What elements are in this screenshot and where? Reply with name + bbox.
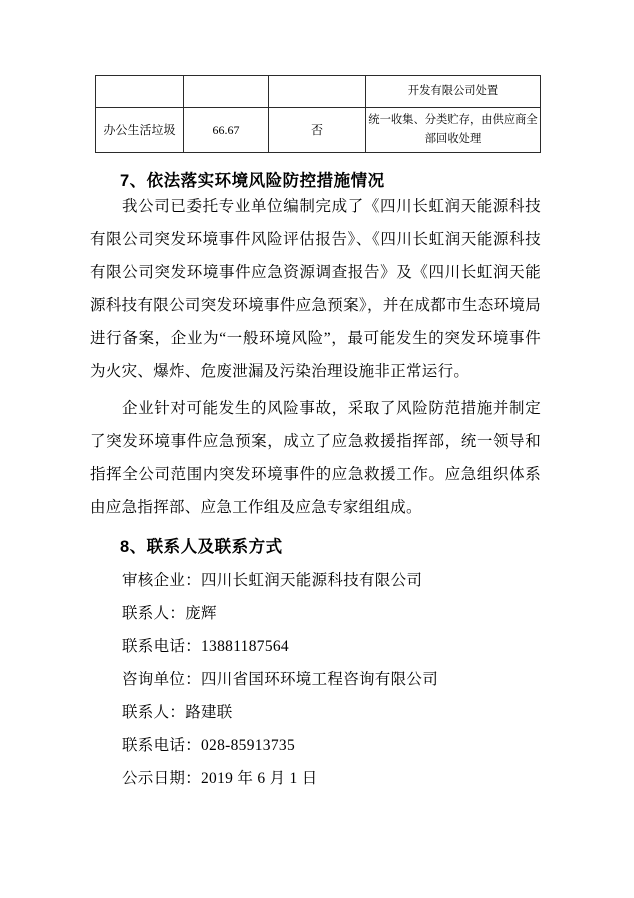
table-cell bbox=[269, 76, 366, 108]
table-cell: 统一收集、分类贮存，由供应商全部回收处理 bbox=[366, 108, 541, 153]
contact-line-contact-person-2: 联系人：路建联 bbox=[122, 704, 233, 721]
table-cell: 66.67 bbox=[184, 108, 269, 153]
contact-line-publish-date: 公示日期：2019 年 6 月 1 日 bbox=[122, 770, 318, 787]
table-row bbox=[96, 108, 541, 153]
table-cell bbox=[96, 76, 184, 108]
waste-disposal-table bbox=[95, 75, 541, 153]
contact-info-block bbox=[122, 564, 542, 795]
section-7-paragraph-1: 我公司已委托专业单位编制完成了《四川长虹润天能源科技有限公司突发环境事件风险评估报告》、《四川长虹润天能源科技有限公司突发环境事件应急资源调查报告》及《四川长虹润天能源科技有限公司突发环境事件应急预案》，并在成都市生态环境局进行备案，企业为“一般环境风险”，最可能发生的突发环境事件为火灾、爆炸、危废泄漏及污染治理设施非正常运行。 bbox=[90, 198, 541, 380]
contact-line-consulting-unit: 咨询单位：四川省国环环境工程咨询有限公司 bbox=[122, 671, 439, 688]
table-cell: 开发有限公司处置 bbox=[366, 76, 541, 108]
section-7-paragraph-2: 企业针对可能发生的风险事故，采取了风险防范措施并制定了突发环境事件应急预案，成立了应急救援指挥部，统一领导和指挥全公司范围内突发环境事件的应急救援工作。应急组织体系由应急指挥部、应急工作组及应急专家组组成。 bbox=[90, 400, 541, 516]
table-cell bbox=[184, 76, 269, 108]
contact-line-contact-person-1: 联系人：庞辉 bbox=[122, 605, 217, 622]
table-cell: 否 bbox=[269, 108, 366, 153]
table-row bbox=[96, 76, 541, 108]
contact-line-phone-1: 联系电话：13881187564 bbox=[122, 638, 289, 655]
table-cell: 办公生活垃圾 bbox=[96, 108, 184, 153]
contact-line-phone-2: 联系电话：028-85913735 bbox=[122, 737, 296, 754]
section-7-heading: 7、依法落实环境风险防控措施情况 bbox=[120, 172, 385, 190]
section-8-heading: 8、联系人及联系方式 bbox=[120, 538, 283, 556]
contact-line-audited-company: 审核企业：四川长虹润天能源科技有限公司 bbox=[122, 572, 423, 589]
